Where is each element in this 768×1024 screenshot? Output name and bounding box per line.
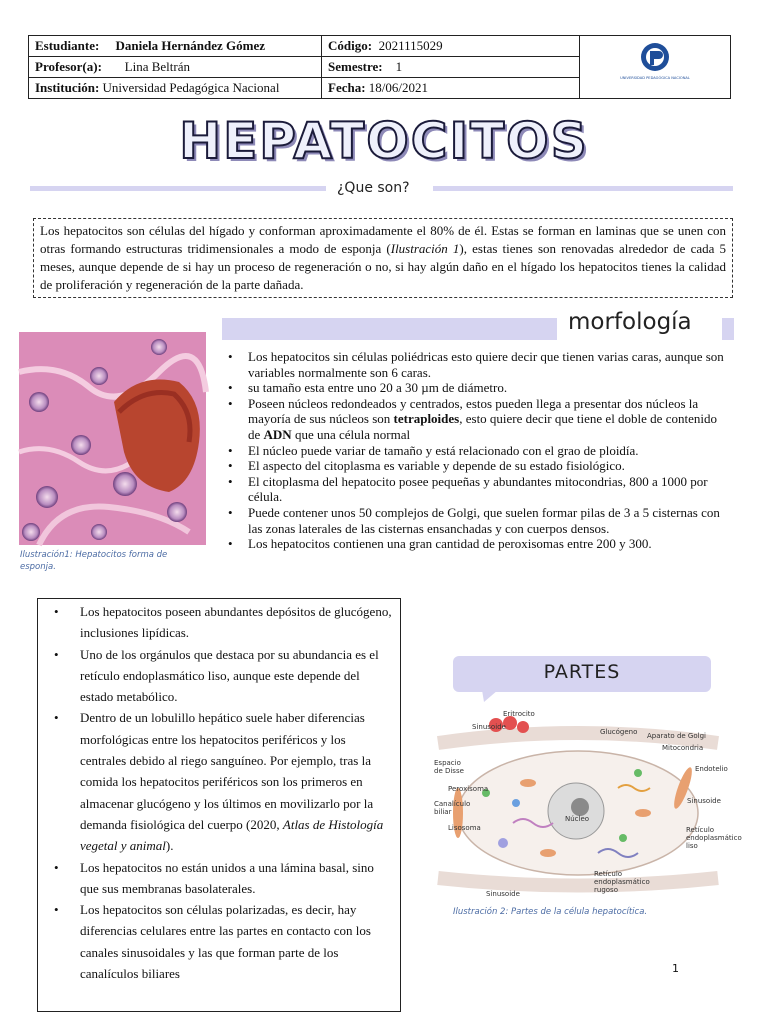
list-item bbox=[48, 857, 393, 900]
list-item-text: Los hepatocitos sin células poliédricas esto quiere decir que tienen varias caras, aunque son variables normalmente son 6 caras. bbox=[248, 349, 724, 380]
label-peroxisoma: Peroxisoma bbox=[448, 785, 489, 793]
label-espacio-disse: de Disse bbox=[434, 767, 464, 775]
label-rel-2: endoplasmático bbox=[686, 834, 742, 842]
list-item bbox=[222, 380, 732, 396]
intro-italic: Ilustración 1 bbox=[390, 241, 460, 256]
professor-cell bbox=[29, 57, 322, 78]
list-item bbox=[222, 474, 732, 505]
label-nucleo: Núcleo bbox=[565, 815, 590, 823]
figure2-caption: Ilustración 2: Partes de la célula hepatocítica. bbox=[453, 907, 648, 917]
list-item bbox=[222, 396, 732, 443]
page-title: HEPATOCITOS bbox=[179, 112, 589, 170]
list-item-text: El núcleo puede variar de tamaño y está relacionado con el grao de ploidía. bbox=[248, 442, 639, 458]
logo-text: UNIVERSIDAD PEDAGÓGICA NACIONAL bbox=[620, 76, 690, 80]
label-rer-3: rugoso bbox=[594, 886, 618, 894]
institution-label: Institución: bbox=[35, 80, 100, 95]
list-item-text: Los hepatocitos son células polarizadas, es decir, hay diferencias celulares entre las partes en contacto con los canales sinusoidales y las que forman parte de los canalículos biliares bbox=[80, 902, 371, 982]
code-cell bbox=[322, 36, 580, 57]
intro-paragraph bbox=[33, 218, 733, 298]
intro-text-2: ), estas tienes son renovadas alrededor de cada 5 meses, aunque depende de si hay un proceso de regeneración o no, si hay algún daño en el hígado los hepatocitos tienes la calidad de proliferación y regeneración de la parte dañada. bbox=[40, 241, 726, 292]
list-item-bold: ADN bbox=[263, 426, 292, 442]
label-endotelio: Endotelio bbox=[695, 765, 728, 773]
list-item bbox=[222, 349, 732, 380]
label-sinusoide-right: Sinusoide bbox=[687, 797, 721, 805]
label-espacio: Espacio bbox=[434, 759, 461, 767]
boxed-list bbox=[48, 601, 393, 984]
morfologia-list bbox=[222, 349, 732, 552]
label-canaliculo-biliar: biliar bbox=[434, 808, 452, 816]
list-item-text: , esto quiere decir que tiene el doble de contenido de bbox=[248, 411, 717, 442]
list-item-text: El aspecto del citoplasma es variable y depende de su estado fisiológico. bbox=[248, 458, 625, 474]
university-logo bbox=[619, 37, 691, 93]
figure1-caption: Ilustración1: Hepatocitos forma de esponja. bbox=[20, 550, 168, 572]
subtitle-bar-right bbox=[433, 186, 733, 191]
list-item-text: Los hepatocitos contienen una gran cantidad de peroxisomas entre 200 y 300. bbox=[248, 536, 652, 552]
intro-text-1: Los hepatocitos son células del hígado y conforman aproximadamente el 80% de él. Estas se forman en laminas que se unen con otras formando estructuras tridimensionales a modo de esponja ( bbox=[40, 223, 726, 256]
morfologia-bar-right bbox=[722, 318, 734, 340]
label-glucogeno: Glucógeno bbox=[600, 728, 638, 736]
date-label: Fecha: bbox=[328, 80, 366, 95]
list-item bbox=[48, 707, 393, 856]
semester-cell bbox=[322, 57, 580, 78]
hepatocyte-micrograph bbox=[19, 332, 206, 545]
list-item-text: su tamaño esta entre uno 20 a 30 µm de diámetro. bbox=[248, 380, 508, 396]
label-rer-2: endoplasmático bbox=[594, 878, 650, 886]
list-item bbox=[222, 536, 732, 552]
label-rel-3: liso bbox=[686, 842, 698, 850]
label-sinusoide-bottom: Sinusoide bbox=[486, 890, 520, 898]
label-lisosoma: Lisosoma bbox=[448, 824, 481, 832]
student-label: Estudiante: bbox=[35, 38, 100, 53]
partes-heading: PARTES bbox=[543, 661, 621, 683]
code-value: 2021115029 bbox=[378, 38, 443, 53]
label-golgi: Aparato de Golgi bbox=[647, 732, 706, 740]
label-sinusoide-top: Sinusoide bbox=[472, 723, 506, 731]
list-item bbox=[48, 899, 393, 984]
list-item-bold: tetraploides bbox=[393, 411, 460, 427]
speech-tail-icon bbox=[482, 690, 498, 702]
institution-cell bbox=[29, 78, 322, 99]
list-item-text: Poseen núcleos redondeados y centrados, estos pueden llega a presentar dos núcleos la mayoría de sus núcleos son bbox=[248, 395, 699, 427]
list-item bbox=[222, 443, 732, 459]
list-item-text: que una célula normal bbox=[291, 426, 411, 442]
semester-value: 1 bbox=[395, 59, 403, 74]
date-cell bbox=[322, 78, 580, 99]
code-label: Código: bbox=[328, 38, 373, 53]
logo-cell bbox=[580, 36, 731, 99]
label-eritrocito: Eritrocito bbox=[503, 710, 535, 718]
list-item-text: Puede contener unos 50 complejos de Golgi, que suelen formar pilas de 3 a 5 cisternas con las zonas laterales de las cisternas ensanchadas y con cuerpos densos. bbox=[248, 504, 720, 536]
list-item bbox=[222, 458, 732, 474]
list-item-text: Los hepatocitos poseen abundantes depósitos de glucógeno, inclusiones lipídicas. bbox=[80, 604, 392, 641]
list-item-text: Los hepatocitos no están unidos a una lámina basal, sino que sus membranas basolaterales. bbox=[80, 859, 374, 896]
list-item bbox=[222, 505, 732, 536]
list-item-text: El citoplasma del hepatocito posee pequeñas y abundantes mitocondrias, 800 a 1000 por célula. bbox=[248, 473, 708, 505]
morfologia-heading: morfología bbox=[568, 309, 692, 335]
label-rer-1: Retículo bbox=[594, 870, 623, 878]
subtitle: ¿Que son? bbox=[337, 180, 410, 196]
list-item-text: Uno de los orgánulos que destaca por su abundancia es el retículo endoplasmático liso, aunque este depende del estado metabólico. bbox=[80, 646, 379, 705]
page-number: 1 bbox=[672, 962, 679, 975]
label-mitocondria: Mitocondria bbox=[662, 744, 704, 752]
semester-label: Semestre: bbox=[328, 59, 383, 74]
hepatocyte-parts-diagram bbox=[428, 703, 742, 903]
label-canaliculo: Canalículo bbox=[434, 800, 471, 808]
professor-value: Lina Beltrán bbox=[124, 59, 190, 74]
subtitle-bar-left bbox=[30, 186, 326, 191]
list-item-text: ). bbox=[165, 838, 174, 854]
professor-label: Profesor(a): bbox=[35, 59, 102, 74]
student-value: Daniela Hernández Gómez bbox=[115, 38, 266, 53]
header-table bbox=[28, 35, 731, 99]
morfologia-bar-left bbox=[222, 318, 557, 340]
institution-value: Universidad Pedagógica Nacional bbox=[102, 80, 280, 95]
list-item-italic: Atlas de Histología vegetal y animal bbox=[80, 816, 384, 854]
list-item bbox=[48, 601, 393, 644]
list-item bbox=[48, 644, 393, 708]
date-value: 18/06/2021 bbox=[368, 80, 429, 95]
list-item-text: Dentro de un lobulillo hepático suele haber diferencias morfológicas entre los hepatocitos periféricos y los centrales debido al riego sanguíneo. Por ejemplo, tras la comida los hepatocitos periféricos son los primeros en almacenar glucógeno y los últimos en movilizarlo por la demanda fisiológica del cuerpo (2020, bbox=[80, 710, 374, 832]
label-rel-1: Retículo bbox=[686, 826, 715, 834]
student-cell bbox=[29, 36, 322, 57]
